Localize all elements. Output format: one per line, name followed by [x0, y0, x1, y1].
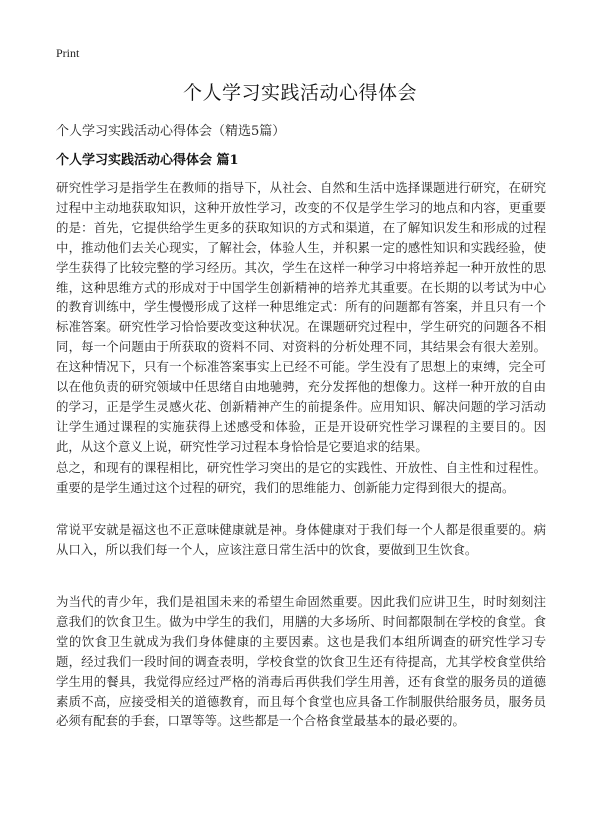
section-heading: 个人学习实践活动心得体会 篇1: [56, 153, 239, 168]
body-paragraph-3: 常说平安就是福这也不正意味健康就是神。身体健康对于我们每一个人都是很重要的。病从口入，所以我们每一个人，应该注意日常生活中的饮食，要做到卫生饮食。: [56, 522, 546, 557]
page-title: 个人学习实践活动心得体会: [182, 82, 417, 104]
print-link[interactable]: Print: [56, 46, 80, 60]
body-paragraph-4: 为当代的青少年，我们是祖国未来的希望生命固然重要。因此我们应讲卫生，时时刻刻注意我们的饮食卫生。做为中学生的我们，用膳的大多场所、时间都限制在学校的食堂。食堂的饮食卫生就成为我们身体健康的主要因素。这也是我们本组所调查的研究性学习专题，经过我们一段时间的调查表明，学校食堂的饮食卫生还有待提高，尤其学校食堂供给学生用的餐具，我觉得应经过严格的消毒后再供我们学生用善，还有食堂的服务员的道德素质不高，应接受相关的道德教育，而且每个食堂也应具备工作制服供给服务员，服务员必须有配套的手套，口罩等等。这些都是一个合格食堂最基本的最必要的。: [56, 594, 546, 729]
body-paragraph-2: 总之，和现有的课程相比，研究性学习突出的是它的实践性、开放性、自主性和过程性。重要的是学生通过这个过程的研究，我们的思维能力、创新能力定得到很大的提高。: [56, 460, 546, 495]
body-paragraph-1: 研究性学习是指学生在教师的指导下，从社会、自然和生活中选择课题进行研究，在研究过程中主动地获取知识，这种开放性学习，改变的不仅是学生学习的地点和内容，更重要的是：首先，它提供给学生更多的获取知识的方式和渠道，在了解知识发生和形成的过程中，推动他们去关心现实，了解社会，体验人生，并积累一定的感性知识和实践经验，使学生获得了比较完整的学习经历。其次，学生在这样一种学习中将培养起一种开放性的思维，这种思维方式的形成对于中国学生创新精神的培养尤其重要。在长期的以考试为中心的教育训练中，学生慢慢形成了这样一种思维定式：所有的问题都有答案，并且只有一个标准答案。研究性学习恰恰要改变这种状况。在课题研究过程中，学生研究的问题各不相同，每一个问题由于所获取的资料不同、对资料的分析处理不同，其结果会有很大差别。在这种情况下，只有一个标准答案事实上已经不可能。学生没有了思想上的束缚，完全可以在他负责的研究领域中任思绪自由地驰骋，充分发挥他的想像力。这样一种开放的自由的学习，正是学生灵感火花、创新精神产生的前提条件。应用知识、解决问题的学习活动让学生通过课程的实施获得上述感受和体验，正是开设研究性学习课程的主要目的。因此，从这个意义上说，研究性学习过程本身恰恰是它要追求的结果。: [56, 180, 546, 454]
document-subtitle: 个人学习实践活动心得体会（精选5篇）: [56, 124, 286, 139]
